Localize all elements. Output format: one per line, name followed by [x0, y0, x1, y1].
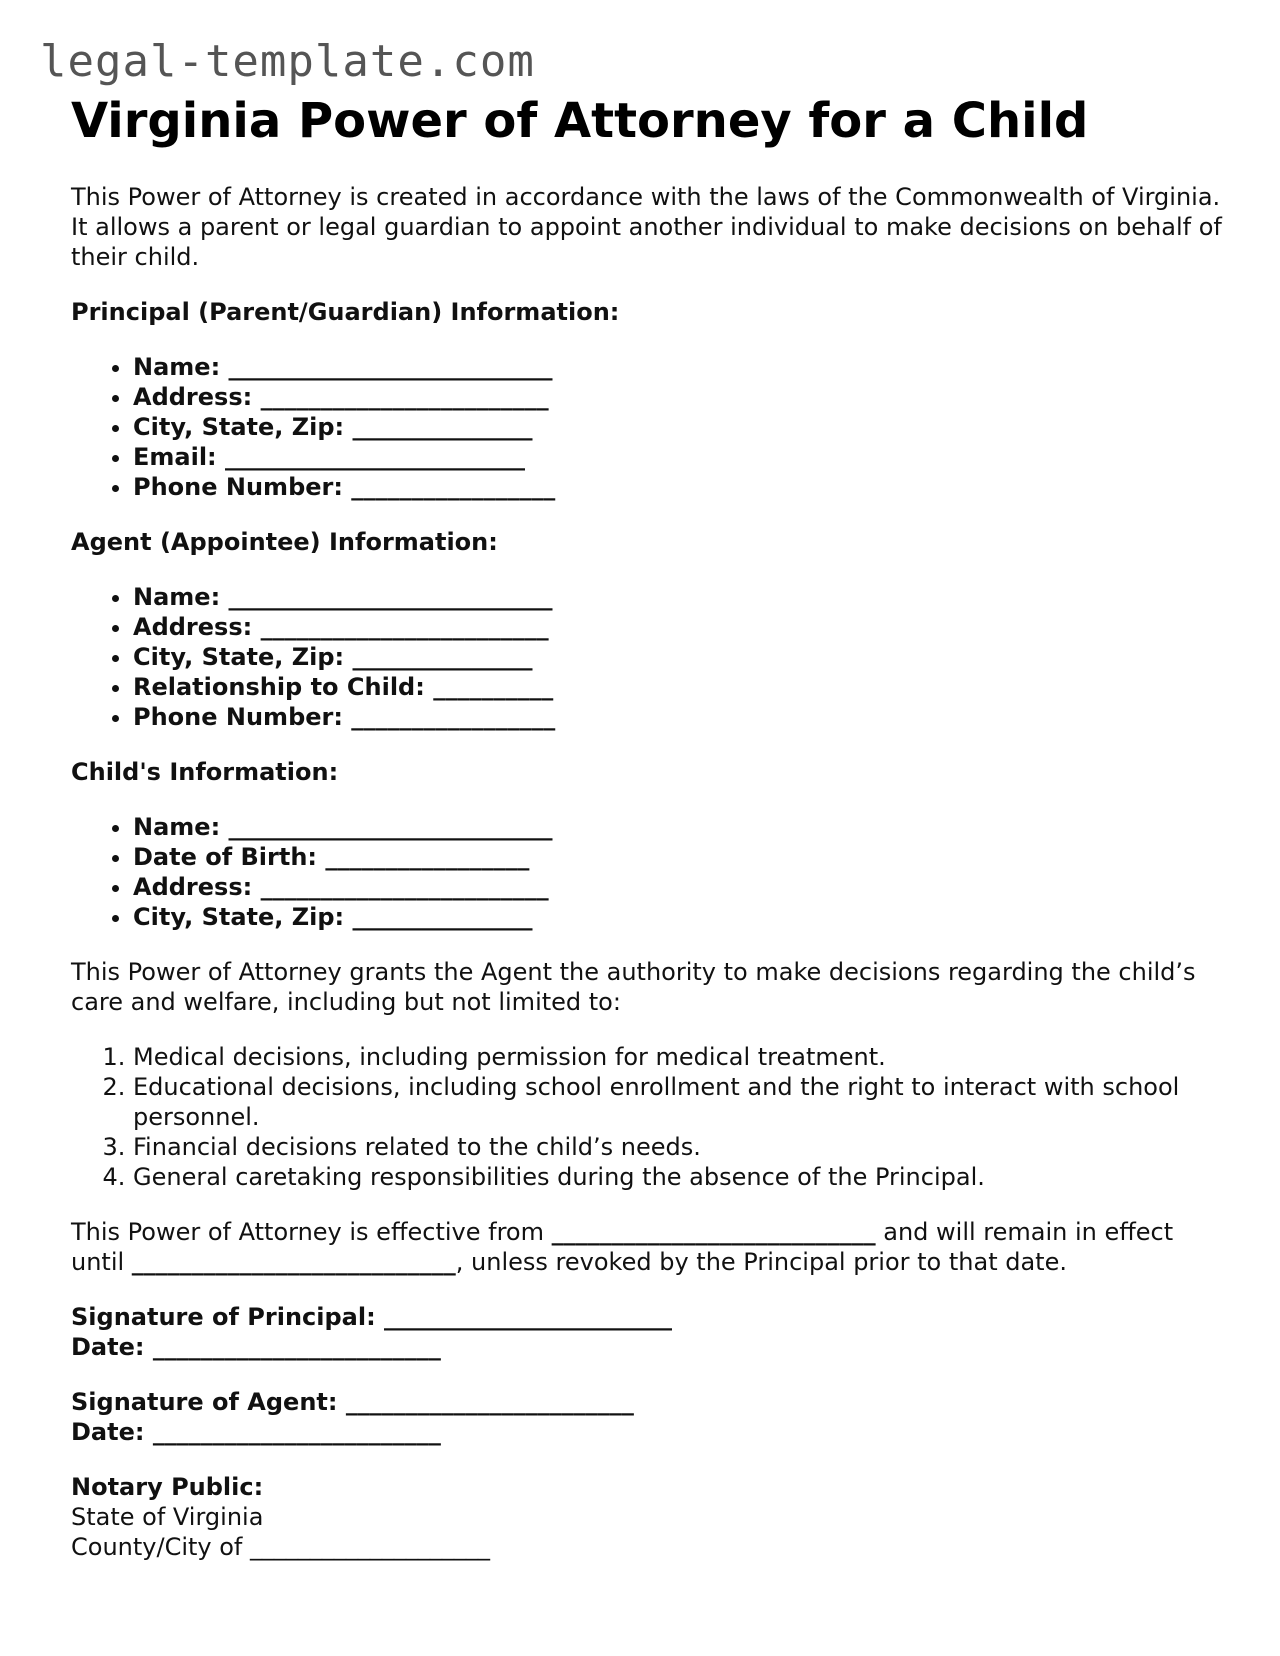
agent-heading: Agent (Appointee) Information:: [71, 528, 498, 556]
effective-text-3: , unless revoked by the Principal prior to that date.: [455, 1248, 1067, 1276]
notary-heading: Notary Public:: [71, 1473, 264, 1501]
effective-until-blank: ___________________________: [131, 1248, 456, 1276]
notary-block: [71, 1472, 1231, 1562]
agent-fields: [71, 582, 1231, 732]
agent-signature-line: Signature of Agent: ________________________: [71, 1388, 634, 1416]
agent-relationship-field: • Relationship to Child: __________: [133, 672, 1231, 702]
principal-date-line: Date: ________________________: [71, 1333, 441, 1361]
principal-heading: Principal (Parent/Guardian) Information:: [71, 298, 620, 326]
authority-item-caretaking: 4. General caretaking responsibilities during the absence of the Principal.: [133, 1162, 1231, 1192]
intro-paragraph: This Power of Attorney is created in accordance with the laws of the Commonwealth of Virginia. It allows a parent or legal guardian to appoint another individual to make decisions on behalf of their child.: [71, 183, 1222, 271]
agent-signature-block: [71, 1387, 1231, 1447]
child-dob-field: • Date of Birth: _________________: [133, 842, 1231, 872]
principal-city-field: • City, State, Zip: _______________: [133, 412, 1231, 442]
authority-item-financial: 3. Financial decisions related to the child’s needs.: [133, 1132, 1231, 1162]
document-page: [71, 88, 1231, 1562]
agent-date-line: Date: ________________________: [71, 1418, 441, 1446]
child-fields: [71, 812, 1231, 932]
agent-phone-field: • Phone Number: _________________: [133, 702, 1231, 732]
effective-text-2: and will remain in effect until: [71, 1218, 1174, 1276]
child-heading: Child's Information:: [71, 758, 339, 786]
principal-address-field: • Address: ________________________: [133, 382, 1231, 412]
document-title: Virginia Power of Attorney for a Child: [71, 93, 1089, 149]
child-city-field: • City, State, Zip: _______________: [133, 902, 1231, 932]
watermark: legal-template.com: [40, 36, 535, 87]
principal-signature-line: Signature of Principal: ________________________: [71, 1303, 673, 1331]
effective-paragraph: [71, 1217, 1231, 1277]
notary-county: County/City of ____________________: [71, 1533, 490, 1561]
authority-intro: This Power of Attorney grants the Agent the authority to make decisions regarding the child’s care and welfare, including but not limited to:: [71, 958, 1196, 1016]
agent-name-field: • Name: ___________________________: [133, 582, 1231, 612]
child-name-field: • Name: ___________________________: [133, 812, 1231, 842]
agent-address-field: • Address: ________________________: [133, 612, 1231, 642]
principal-fields: [71, 352, 1231, 502]
effective-from-blank: ___________________________: [551, 1218, 876, 1246]
principal-email-field: • Email: _________________________: [133, 442, 1231, 472]
authority-list: [71, 1042, 1231, 1192]
principal-phone-field: • Phone Number: _________________: [133, 472, 1231, 502]
child-address-field: • Address: ________________________: [133, 872, 1231, 902]
notary-state: State of Virginia: [71, 1503, 264, 1531]
authority-item-educational: 2. Educational decisions, including school enrollment and the right to interact with school personnel.: [133, 1072, 1231, 1132]
principal-name-field: • Name: ___________________________: [133, 352, 1231, 382]
principal-signature-block: [71, 1302, 1231, 1362]
effective-text-1: This Power of Attorney is effective from: [71, 1218, 552, 1246]
agent-city-field: • City, State, Zip: _______________: [133, 642, 1231, 672]
authority-item-medical: 1. Medical decisions, including permission for medical treatment.: [133, 1042, 1231, 1072]
